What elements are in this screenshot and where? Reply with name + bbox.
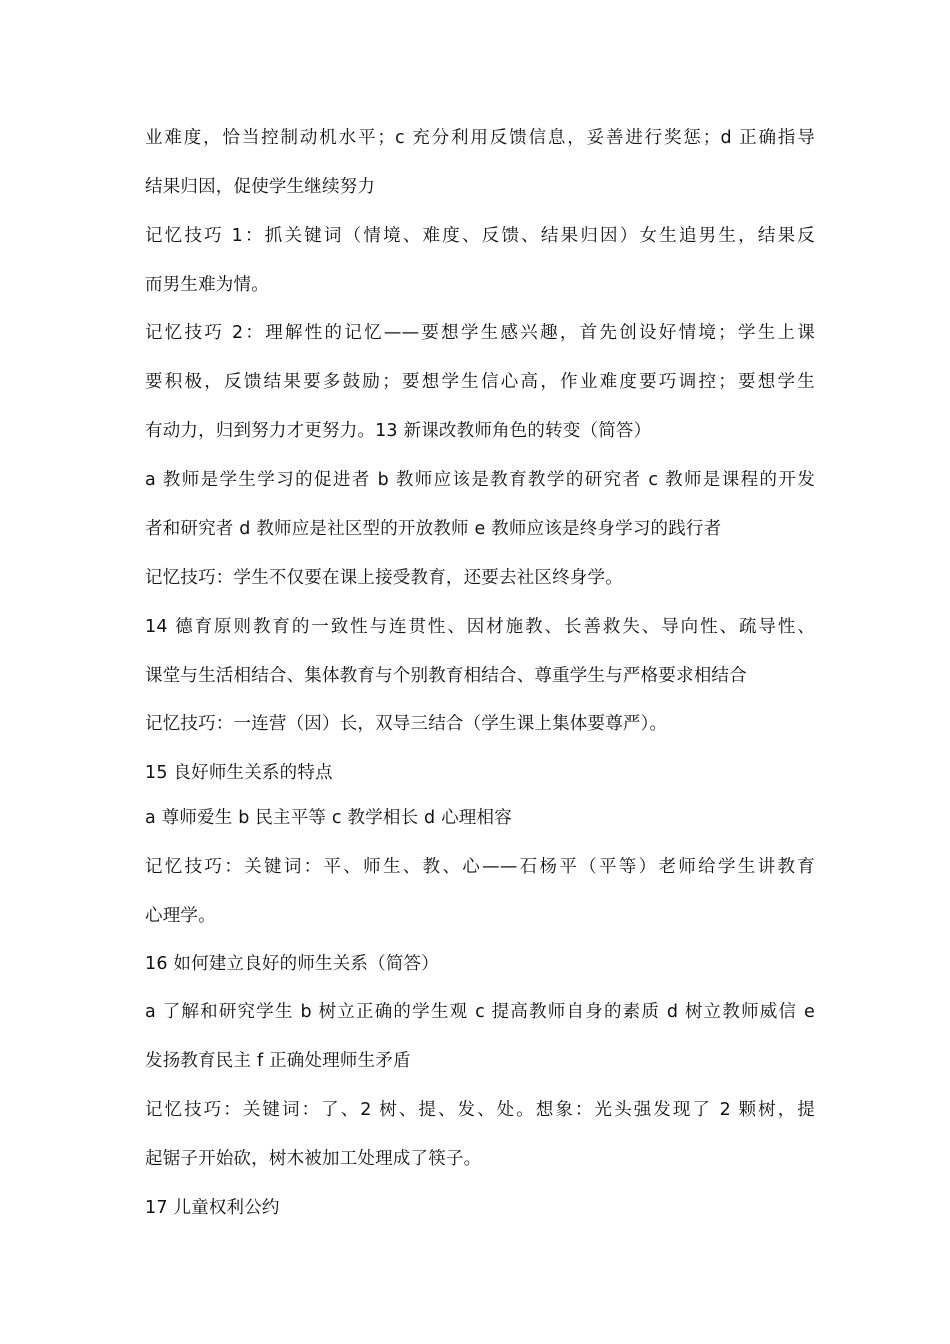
text-line: a 尊师爱生 b 民主平等 c 教学相长 d 心理相容 [145, 808, 512, 828]
text-line: 记忆技巧：一连营（因）长，双导三结合（学生课上集体要尊严）。 [145, 714, 668, 734]
text-line: 14 德育原则教育的一致性与连贯性、因材施教、长善救失、导向性、疏导性、 [145, 617, 815, 637]
text-line: a 教师是学生学习的促进者 b 教师应该是教育教学的研究者 c 教师是课程的开发 [145, 470, 815, 490]
text-line: 16 如何建立良好的师生关系（简答） [145, 954, 439, 974]
text-line: 而男生难为情。 [145, 275, 269, 295]
text-line: 发扬教育民主 f 正确处理师生矛盾 [145, 1051, 411, 1071]
text-line: 记忆技巧：关键词：平、师生、教、心——石杨平（平等）老师给学生讲教育 [145, 857, 815, 877]
text-line: 15 良好师生关系的特点 [145, 763, 333, 783]
text-line: 课堂与生活相结合、集体教育与个别教育相结合、尊重学生与严格要求相结合 [145, 666, 747, 686]
text-line: 记忆技巧：关键词：了、2 树、提、发、处。想象：光头强发现了 2 颗树，提 [145, 1100, 815, 1120]
text-line: 结果归因，促使学生继续努力 [145, 177, 376, 197]
text-line: 记忆技巧：学生不仅要在课上接受教育，还要去社区终身学。 [145, 568, 623, 588]
text-line: 记忆技巧 2：理解性的记忆——要想学生感兴趣，首先创设好情境；学生上课 [145, 323, 815, 343]
text-line: 心理学。 [145, 906, 216, 926]
text-line: 者和研究者 d 教师应是社区型的开放教师 e 教师应该是终身学习的践行者 [145, 519, 722, 539]
text-line: 起锯子开始砍，树木被加工处理成了筷子。 [145, 1149, 482, 1169]
text-line: 17 儿童权利公约 [145, 1198, 280, 1218]
text-line: 业难度，恰当控制动机水平；c 充分利用反馈信息，妥善进行奖惩；d 正确指导 [145, 128, 815, 148]
text-line: a 了解和研究学生 b 树立正确的学生观 c 提高教师自身的素质 d 树立教师威信 e [145, 1002, 815, 1022]
text-line: 记忆技巧 1：抓关键词（情境、难度、反馈、结果归因）女生追男生，结果反 [145, 226, 815, 246]
text-line: 有动力，归到努力才更努力。13 新课改教师角色的转变（简答） [145, 421, 652, 441]
text-line: 要积极，反馈结果要多鼓励；要想学生信心高，作业难度要巧调控；要想学生 [145, 372, 815, 392]
